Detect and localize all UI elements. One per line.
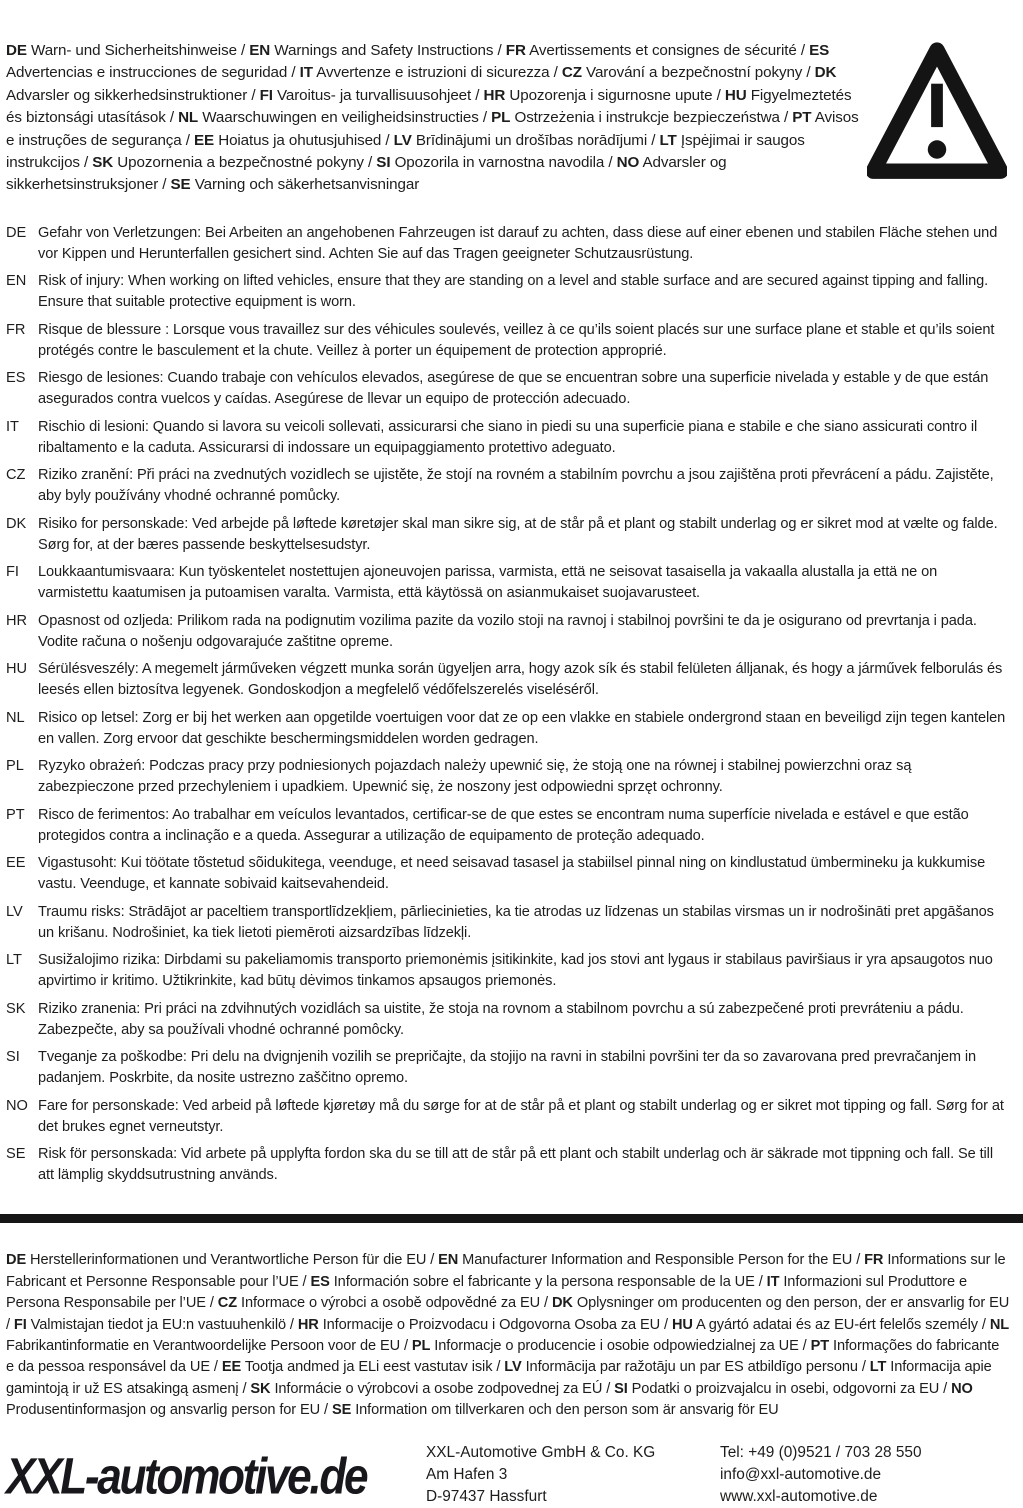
warning-item-dk — [6, 514, 1013, 556]
warning-text: Tveganje za poškodbe: Pri delu na dvignjenih vozilih se prepričajte, da stojijo na ravni in stabilni površini ter da so zavarovana pred prevračanjem in padanjem. Poskrbite, da nosite ustrezno zaščitno opremo. — [38, 1049, 977, 1087]
company-address — [426, 1442, 720, 1508]
language-code: CZ — [6, 467, 26, 484]
language-code: EE — [194, 131, 215, 149]
language-code: DK — [6, 515, 27, 532]
language-code: HU — [671, 1316, 693, 1333]
warning-text: Ryzyko obrażeń: Podczas pracy przy podniesionych pojazdach należy upewnić się, że stoją one na równej i stabilnej powierzchni oraz są zabezpieczone przed przechyleniem i upadkiem. Upewnić się, że noszony jest odpowiedni sprzęt ochronny. — [38, 758, 912, 796]
language-code: NO — [6, 1097, 28, 1114]
warning-item-hu — [6, 659, 1013, 701]
language-code: DE — [6, 224, 27, 241]
warning-text: Opasnost od ozljeda: Prilikom rada na podignutim vozilima pazite da vozilo stoji na ravnoj i stabilnoj površini te da je osigurano od prevrtanja i pada. Vodite računa o nošenju odgovarajuće zaštitne opreme. — [38, 612, 977, 650]
company-logo: XXL-automotive.de — [6, 1446, 367, 1504]
footer — [6, 1442, 1013, 1508]
language-code: EN — [438, 1252, 459, 1269]
header-languages-text: DE Warn- und Sicherheitshinweise / EN Warnings and Safety Instructions / FR Avertissements et consignes de sécurité / ES Advertencias e instrucciones de seguridad / IT Avvertenze e istruzioni di sicurezza / CZ Varování a bezpečnostní pokyny / DK Advarsler og sikkerhedsinstruktioner / FI Varoitus- ja turvallisuusohjeet / HR Upozorenja i sigurnosne upute / HU Figyelmeztetés és biztonsági utasítások / NL Waarschuwingen en veiligheidsinstructies / PL Ostrzeżenia i instrukcje bezpieczeństwa / PT Avisos e instruções de segurança / EE Hoiatus ja ohutusjuhised / LV Brīdinājumi un drošības norādījumi / LT Įspėjimai ir saugos instrukcijos / SK Upozornenia a bezpečnostné pokyny / SI Opozorila in varnostna navodila / NO Advarsler og sikkerhetsinstruksjoner / SE Varning och säkerhetsanvisningar — [6, 42, 859, 194]
language-code: SK — [250, 1380, 271, 1397]
language-code: HR — [297, 1316, 319, 1333]
language-code: EE — [221, 1359, 242, 1376]
address-line-street: Am Hafen 3 — [426, 1465, 508, 1483]
section-divider — [0, 1214, 1023, 1223]
language-code: FR — [505, 42, 526, 59]
language-code: SE — [170, 176, 191, 194]
language-code: EN — [6, 273, 27, 290]
warning-text: Risk för personskada: Vid arbete på upplyfta fordon ska du se till att de står på ett plant och stabilt underlag och är säkrade mot tippning och fall. Se till att lämplig skyddsutrustning används. — [38, 1146, 993, 1184]
warning-item-fr — [6, 320, 1013, 362]
language-code: PT — [792, 109, 812, 127]
language-code: FR — [6, 321, 26, 338]
language-code: NL — [178, 109, 199, 127]
warning-text: Risk of injury: When working on lifted vehicles, ensure that they are standing on a level and stable surface and are secured against tipping and falling. Ensure that suitable protective equipment is worn. — [38, 273, 989, 311]
warning-text: Riziko zranění: Při práci na zvednutých vozidlech se ujistěte, že stojí na rovném a stabilním povrchu a jsou zajištěna proti převrácení a pádu. Zajistěte, aby byly používány vhodné ochranné pomůcky. — [38, 467, 994, 505]
language-code: LT — [869, 1359, 887, 1376]
language-code: EE — [6, 855, 26, 872]
language-code: SI — [6, 1049, 20, 1066]
language-code: PL — [6, 758, 24, 775]
warning-text: Risiko for personskade: Ved arbejde på løftede køretøjer skal man sikre sig, at de står på et plant og stabilt underlag og er sikret mod at vælte og falde. Sørg for, at der bæres passende beskyttelsesudstyr. — [38, 515, 998, 553]
warning-text: Gefahr von Verletzungen: Bei Arbeiten an angehobenen Fahrzeugen ist darauf zu achten, dass diese auf einer ebenen und stabilen Fläche stehen und vor Kippen und Herunterfallen gesichert sind. Achten Sie auf das Tragen geeigneter Schutzausrüstung. — [38, 224, 998, 262]
language-code: NO — [616, 154, 640, 172]
language-code: PT — [6, 806, 25, 823]
contact-phone: Tel: +49 (0)9521 / 703 28 550 — [720, 1443, 922, 1461]
warning-item-pt — [6, 805, 1013, 847]
address-line-city: D-97437 Hassfurt — [426, 1487, 547, 1505]
language-code: CZ — [217, 1295, 238, 1312]
language-code: NL — [6, 709, 25, 726]
contact-website: www.xxl-automotive.de — [720, 1487, 878, 1505]
warning-item-en — [6, 271, 1013, 313]
language-code: DK — [551, 1295, 573, 1312]
warning-text: Riziko zranenia: Pri práci na zdvihnutých vozidlách sa uistite, že stoja na rovnom a stabilnom povrchu a sú zabezpečené proti prevráteniu a pádu. Zabezpečte, aby sa používali vhodné ochranné pomôcky. — [38, 1000, 964, 1038]
warning-item-si — [6, 1047, 1013, 1089]
warning-item-de — [6, 223, 1013, 265]
language-code: PL — [411, 1337, 431, 1354]
warning-text: Susižalojimo rizika: Dirbdami su pakeliamomis transporto priemonėmis įsitikinkite, kad jos stovi ant lygaus ir stabilaus paviršiaus ir yra apsaugotos nuo apvirtimo ir kritimo. Užtikrinkite, kad būtų dėvimos tinkamos apsaugos priemonės. — [38, 952, 993, 990]
language-code: LT — [659, 131, 677, 149]
language-code: NL — [989, 1316, 1010, 1333]
warning-item-ee — [6, 853, 1013, 895]
header — [6, 40, 1013, 197]
language-code: DK — [814, 64, 837, 82]
language-code: EN — [249, 42, 271, 59]
address-line-company: XXL-Automotive GmbH & Co. KG — [426, 1443, 656, 1461]
warning-triangle-icon — [867, 36, 1013, 191]
language-code: SE — [6, 1146, 26, 1163]
warning-list — [6, 223, 1013, 1187]
language-code: NO — [951, 1380, 973, 1397]
language-code: LT — [6, 952, 22, 969]
language-code: SK — [92, 154, 114, 172]
warning-item-no — [6, 1096, 1013, 1138]
company-contact — [720, 1442, 922, 1508]
language-code: IT — [6, 418, 19, 435]
language-code: FI — [13, 1316, 27, 1333]
warning-item-sk — [6, 999, 1013, 1041]
language-code: FR — [864, 1252, 884, 1269]
warning-item-it — [6, 417, 1013, 459]
language-code: DE — [6, 1252, 27, 1269]
warning-item-fi — [6, 562, 1013, 604]
language-code: SE — [331, 1402, 352, 1419]
language-code: CZ — [561, 64, 582, 82]
language-code: LV — [393, 131, 412, 149]
warning-text: Risico op letsel: Zorg er bij het werken aan opgetilde voertuigen voor dat ze op een vlakke en stabiele ondergrond staan en beveiligd zijn tegen kantelen en vallen. Zorg ervoor dat geschikte beschermingsmiddelen worden gedragen. — [38, 709, 1006, 747]
language-code: LV — [504, 1359, 522, 1376]
language-code: HR — [6, 612, 28, 629]
warning-text: Traumu risks: Strādājot ar paceltiem transportlīdzekļiem, pārliecinieties, ka tie atrodas uz līdzenas un stabilas virsmas un ir nodrošināti pret apgāšanos un krišanu. Nodrošiniet, ka tiek lietoti piemēroti aizsardzības līdzekļi. — [38, 903, 994, 941]
warning-text: Risco de ferimentos: Ao trabalhar em veículos levantados, certificar-se de que estes se encontram numa superfície nivelada e estável e que estão protegidos contra a inclinação e a queda. Assegurar a utilização de equipamento de proteção adequado. — [38, 806, 969, 844]
warning-text: Sérülésveszély: A megemelt járműveken végzett munka során ügyeljen arra, hogy azok sík és stabil felületen álljanak, és hogy a járművek felborulás és leesés ellen biztosítva legyenek. Gondoskodjon a megfelelő védőfelszerelés viseléséről. — [38, 661, 1003, 699]
language-code: ES — [310, 1273, 330, 1290]
warning-text: Riesgo de lesiones: Cuando trabaje con vehículos elevados, asegúrese de que se encuentran sobre una superficie nivelada y estable y de que están asegurados contra vuelcos y caídas. Asegúrese de llevar un equipo de protección adecuado. — [38, 370, 989, 408]
warning-text: Vigastusoht: Kui töötate tõstetud sõidukitega, veenduge, et need seisavad tasasel ja stabiilsel pinnal ning on kindlustatud ümbermineku ja kukkumise vastu. Veenduge, et kannate sobivaid kaitsevahendeid. — [38, 855, 986, 893]
warning-item-es — [6, 368, 1013, 410]
language-code: HU — [6, 661, 28, 678]
language-code: LV — [6, 903, 23, 920]
language-code: PL — [491, 109, 511, 127]
language-code: DE — [6, 42, 27, 59]
language-code: ES — [6, 370, 26, 387]
warning-text: Rischio di lesioni: Quando si lavora su veicoli sollevati, assicurarsi che siano in piedi su una superficie piana e stabile e che siano assicurati contro il ribaltamento e la caduta. Assicurarsi di indossare un equipaggiamento protettivo adeguato. — [38, 418, 978, 456]
language-code: SI — [376, 154, 391, 172]
warning-item-hr — [6, 611, 1013, 653]
language-code: FI — [259, 86, 273, 104]
warning-text: Fare for personskade: Ved arbeid på løftede kjøretøy må du sørge for at de står på et plant og stabilt underlag og er sikret mot tipping og fall. Sørg for at det brukes egnet verneutstyr. — [38, 1097, 1004, 1135]
warning-item-lt — [6, 950, 1013, 992]
warning-item-nl — [6, 708, 1013, 750]
warning-text: Loukkaantumisvaara: Kun työskentelet nostettujen ajoneuvojen parissa, varmista, että ne seisovat tasaisella ja vakaalla alustalla ja että ne on varmistettu kaatumisen ja putoamisen varalta. Varmista, että käytössä on asianmukaiset suojavarusteet. — [38, 564, 938, 602]
contact-email: info@xxl-automotive.de — [720, 1465, 882, 1483]
language-code: PT — [810, 1337, 830, 1354]
warning-text: Risque de blessure : Lorsque vous travaillez sur des véhicules soulevés, veillez à ce qu’ils soient placés sur une surface plane et stable et qu’ils soient protégés contre le basculement et la chute. Veillez à porter un équipement de protection approprié. — [38, 321, 995, 359]
language-code: SI — [614, 1380, 628, 1397]
manufacturer-info-text: DE Herstellerinformationen und Verantwortliche Person für die EU / EN Manufacturer Information and Responsible Person for the EU / FR Informations sur le Fabricant et Personne Responsable pour l’UE / ES Información sobre el fabricante y la persona responsable de la UE / IT Informazioni sul Produttore e Persona Responsabile per l’UE / CZ Informace o výrobci a osobě odpovědné za EU / DK Oplysninger om producenten og den person, der er ansvarlig for EU / FI Valmistajan tiedot ja EU:n vastuuhenkilö / HR Informacije o Proizvodacu i Odgovorna Osoba za EU / HU A gyártó adatai és az EU-ért felelős személy / NL Fabrikantinformatie en Verantwoordelijke Persoon voor de EU / PL Informacje o producencie i osobie odpowiedzialnej za UE / PT Informações do fabricante e da pessoa responsável da UE / EE Tootja andmed ja ELi eest vastutav isik / LV Informācija par ražotāju un par ES atbildīgo personu / LT Informacija apie gamintoją ir už ES atsakingą asmenį / SK Informácie o výrobcovi a osobe zodpovednej za EÚ / SI Podatki o proizvajalcu in osebi, odgovorni za EU / NO Produsentinformasjon og ansvarlig person for EU / SE Information om tillverkaren och den person som är ansvarig för EU — [6, 1252, 1010, 1419]
language-code: FI — [6, 564, 19, 581]
language-code: HR — [483, 86, 506, 104]
language-code: IT — [766, 1273, 780, 1290]
language-code: HU — [724, 86, 747, 104]
warning-item-lv — [6, 902, 1013, 944]
language-code: IT — [299, 64, 313, 82]
language-code: SK — [6, 1000, 26, 1017]
warning-item-pl — [6, 756, 1013, 798]
warning-item-se — [6, 1144, 1013, 1186]
language-code: ES — [809, 42, 830, 59]
warning-item-cz — [6, 465, 1013, 507]
